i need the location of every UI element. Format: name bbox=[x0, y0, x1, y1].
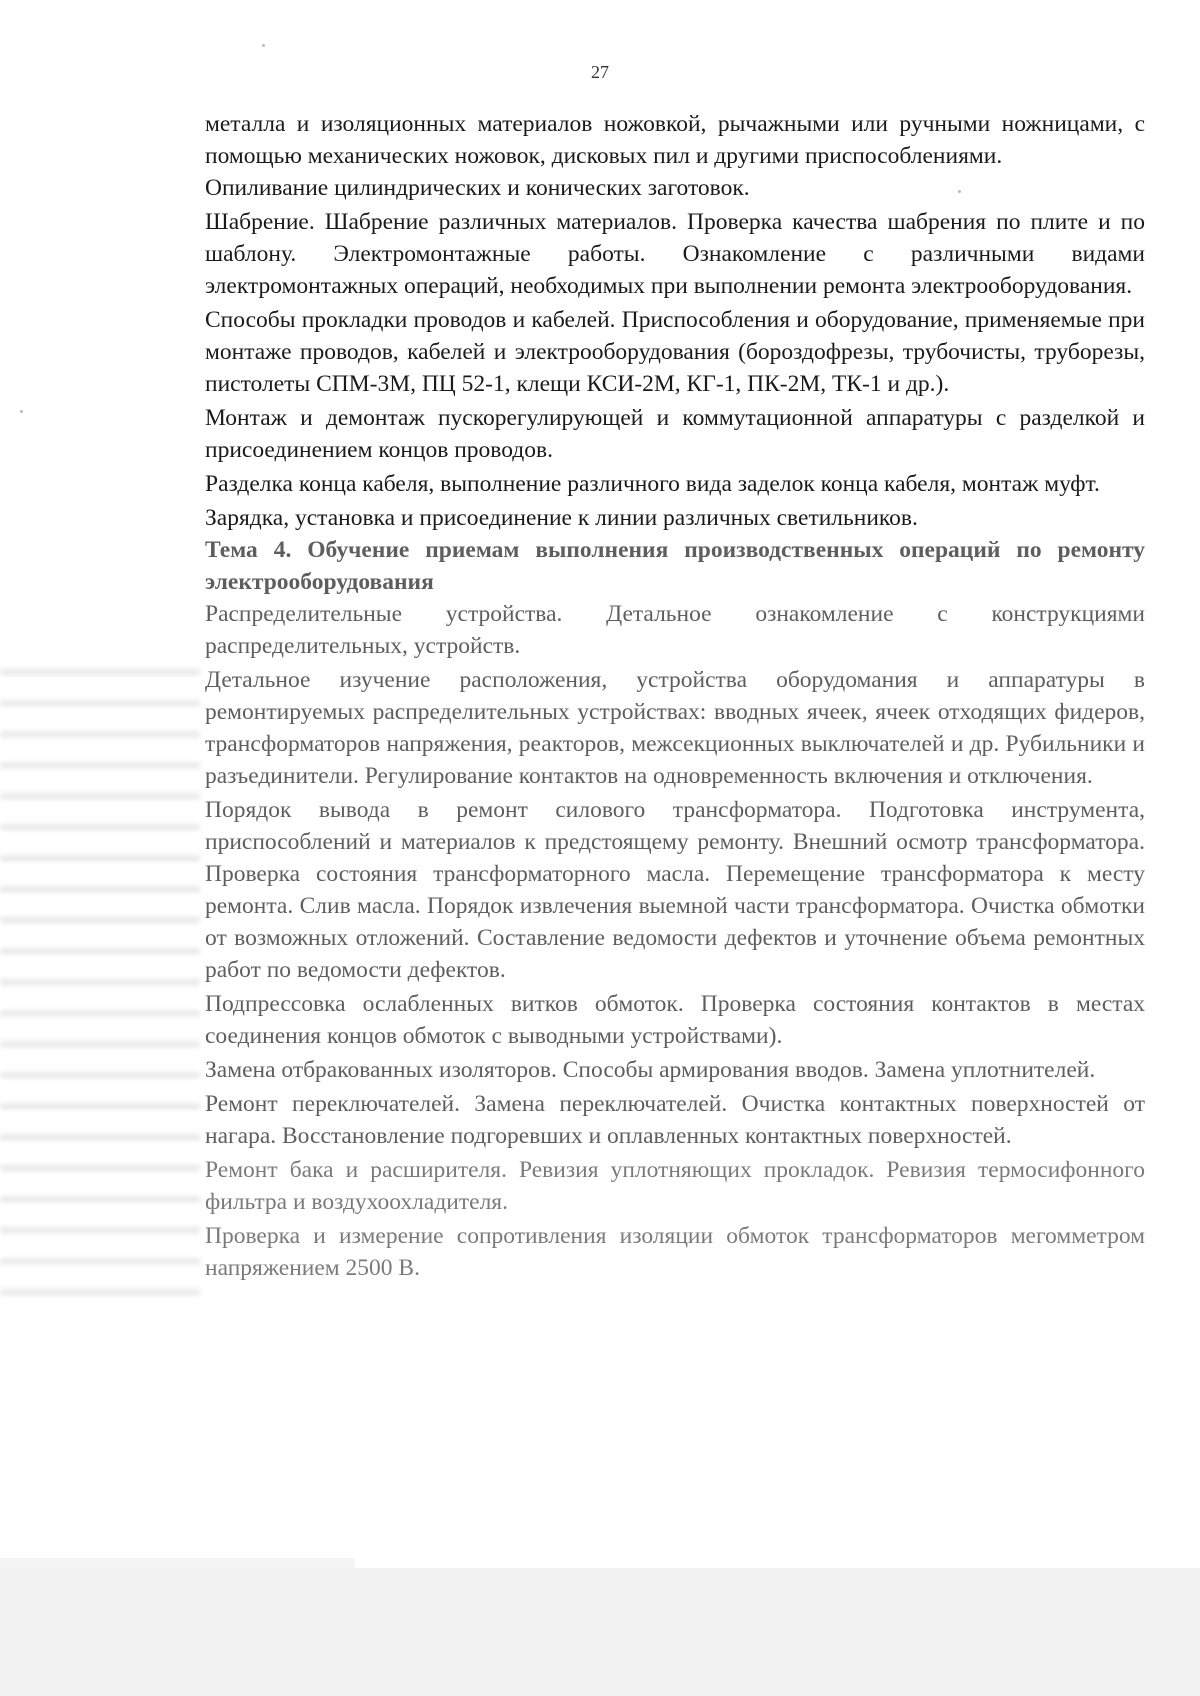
paragraph-cable-cutting: Разделка конца кабеля, выполнение различного вида заделок конца кабеля, монтаж муфт. bbox=[205, 471, 1100, 497]
paragraph-switch-repair: Ремонт переключателей. Замена переключателей. Очистка контактных поверхностей от нагара. Восстановление подгоревших и оплавленных контактных поверхностей. bbox=[205, 1091, 1145, 1149]
scan-speck bbox=[262, 44, 265, 47]
paragraph-lamps: Зарядка, установка и присоединение к линии различных светильников. bbox=[205, 505, 918, 531]
paragraph-insulation-test: Проверка и измерение сопротивления изоляции обмоток трансформаторов мегомметром напряжением 2500 В. bbox=[205, 1223, 1145, 1281]
paragraph-switchgear-mounting: Монтаж и демонтаж пускорегулирующей и коммутационной аппаратуры с разделкой и присоединением концов проводов. bbox=[205, 405, 1145, 463]
paragraph-distribution-devices: Распределительные устройства. Детальное ознакомление с конструкциями распределительных, устройств. bbox=[205, 601, 1145, 659]
paragraph-cutting: металла и изоляционных материалов ножовкой, рычажными или ручными ножницами, с помощью механических ножовок, дисковых пил и другими приспособлениями. bbox=[205, 111, 1145, 169]
scan-bottom-margin bbox=[0, 1568, 1200, 1696]
scan-speck bbox=[958, 190, 961, 193]
scan-speck bbox=[20, 410, 23, 413]
paragraph-detailed-study: Детальное изучение расположения, устройства оборудомания и аппаратуры в ремонтируемых распределительных устройствах: вводных ячеек, ячеек отходящих фидеров, трансформаторов напряжения, реакторов, межсекционных выключателей и др. Рубильники и разъединители. Регулирование контактов на одновременность включения и отключения. bbox=[205, 667, 1145, 789]
paragraph-scraping: Шабрение. Шабрение различных материалов. Проверка качества шабрения по плите и по шаблону. Электромонтажные работы. Ознакомление с различными видами электромонтажных операций, необходимых при выполнении ремонта электрооборудования. bbox=[205, 209, 1145, 299]
paragraph-wiring-methods: Способы прокладки проводов и кабелей. Приспособления и оборудование, применяемые при монтаже проводов, кабелей и электрооборудования (бороздофрезы, трубочисты, труборезы, пистолеты СПМ-3М, ПЦ 52-1, клещи КСИ-2М, КГ-1, ПК-2М, ТК-1 и др.). bbox=[205, 307, 1145, 397]
document-body bbox=[205, 108, 1145, 1284]
bleed-through-smudge bbox=[0, 655, 200, 1315]
paragraph-transformer-repair: Порядок вывода в ремонт силового трансформатора. Подготовка инструмента, приспособлений и материалов к предстоящему ремонту. Внешний осмотр трансформатора. Проверка состояния трансформаторного масла. Перемещение трансформатора к месту ремонта. Слив масла. Порядок извлечения выемной части трансформатора. Очистка обмотки от возможных отложений. Составление ведомости дефектов и уточнение объема ремонтных работ по ведомости дефектов. bbox=[205, 797, 1145, 983]
section-heading-topic-4: Тема 4. Обучение приемам выполнения производственных операций по ремонту электрооборудования bbox=[205, 537, 1145, 595]
paragraph-filing: Опиливание цилиндрических и конических заготовок. bbox=[205, 175, 750, 201]
paragraph-tank-repair: Ремонт бака и расширителя. Ревизия уплотняющих прокладок. Ревизия термосифонного фильтра и воздухоохладителя. bbox=[205, 1157, 1145, 1215]
page-number: 27 bbox=[591, 62, 609, 82]
paragraph-winding-pressing: Подпрессовка ослабленных витков обмоток. Проверка состояния контактов в местах соединения концов обмоток с выводными устройствами). bbox=[205, 991, 1145, 1049]
paragraph-insulator-replacement: Замена отбракованных изоляторов. Способы армирования вводов. Замена уплотнителей. bbox=[205, 1057, 1096, 1083]
